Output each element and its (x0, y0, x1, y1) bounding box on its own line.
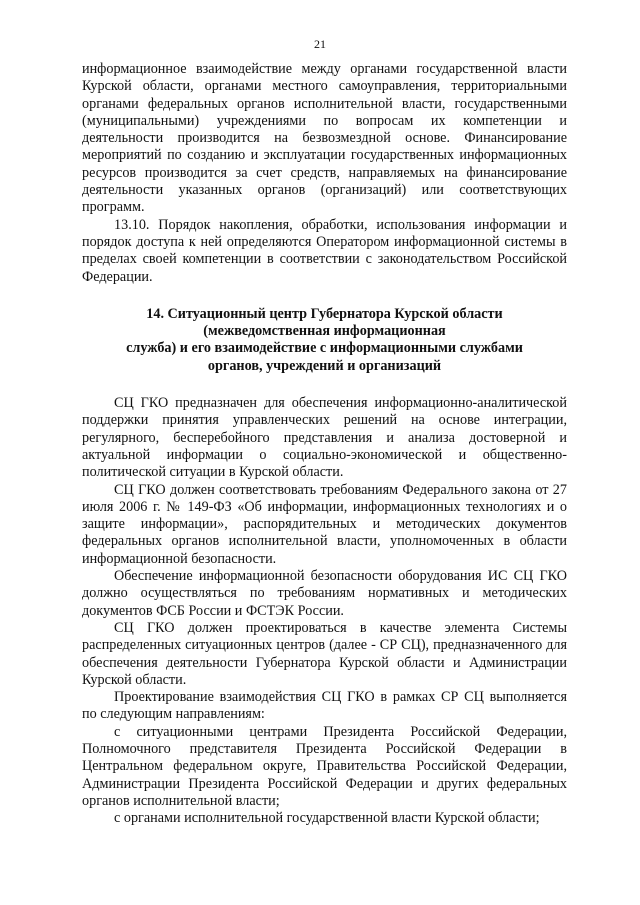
section-heading-line-2: (межведомственная информационная (203, 323, 446, 340)
section-heading-line-3: служба) и его взаимодействие с информационными службами (126, 340, 523, 357)
section-heading-line-4: органов, учреждений и организаций (207, 357, 442, 374)
section-paragraph-5: Проектирование взаимодействия СЦ ГКО в рамках СР СЦ выполняется по следующим направлениям: (82, 689, 567, 723)
section-list-item-2: с органами исполнительной государственной власти Курской области; (114, 810, 540, 827)
section-paragraph-4: СЦ ГКО должен проектироваться в качестве элемента Системы распределенных ситуационных центров (далее - СР СЦ), предназначенного для обеспечения деятельности Губернатора Курской области и Администрации Курской области. (82, 619, 567, 688)
page-number: 21 (314, 37, 326, 51)
page-body (82, 61, 567, 827)
intro-paragraph-2: 13.10. Порядок накопления, обработки, использования информации и порядок доступа к ней определяются Оператором информационной системы в пределах своей компетенции в соответствии с законодательством Российской Федерации. (82, 216, 567, 285)
section-heading-line-1: 14. Ситуационный центр Губернатора Курской области (146, 305, 503, 322)
section-paragraph-3: Обеспечение информационной безопасности оборудования ИС СЦ ГКО должно осуществляться по требованиям нормативных и методических документов ФСБ России и ФСТЭК России. (82, 568, 567, 619)
intro-paragraph-1: информационное взаимодействие между органами государственной власти Курской области, органами местного самоуправления, территориальными органами федеральных органов исполнительной власти, государственными (муниципальными) учреждениями по вопросам их компетенции и деятельности производится на безвозмездной основе. Финансирование мероприятий по созданию и эксплуатации государственных информационных ресурсов производится за счет средств, направляемых на финансирование деятельности указанных органов (организаций) или соответствующих программ. (82, 61, 567, 216)
section-paragraph-1: СЦ ГКО предназначен для обеспечения информационно-аналитической поддержки принятия управленческих решений на основе интеграции, регулярного, бесперебойного представления и анализа достоверной и актуальной информации о социально-экономической и общественно-политической ситуации в Курской области. (82, 395, 567, 481)
section-paragraph-2: СЦ ГКО должен соответствовать требованиям Федерального закона от 27 июля 2006 г. № 149-ФЗ «Об информации, информационных технологиях и о защите информации», распорядительных и методических документов федеральных органов исполнительной власти, уполномоченных в области информационной безопасности. (82, 481, 567, 567)
section-list-item-1: с ситуационными центрами Президента Российской Федерации, Полномочного представителя Президента Российской Федерации в Центральном федеральном округе, Правительства Российской Федерации, Администрации Президента Российской Федерации и других федеральных органов исполнительной власти; (82, 723, 567, 809)
section-heading (82, 306, 567, 375)
